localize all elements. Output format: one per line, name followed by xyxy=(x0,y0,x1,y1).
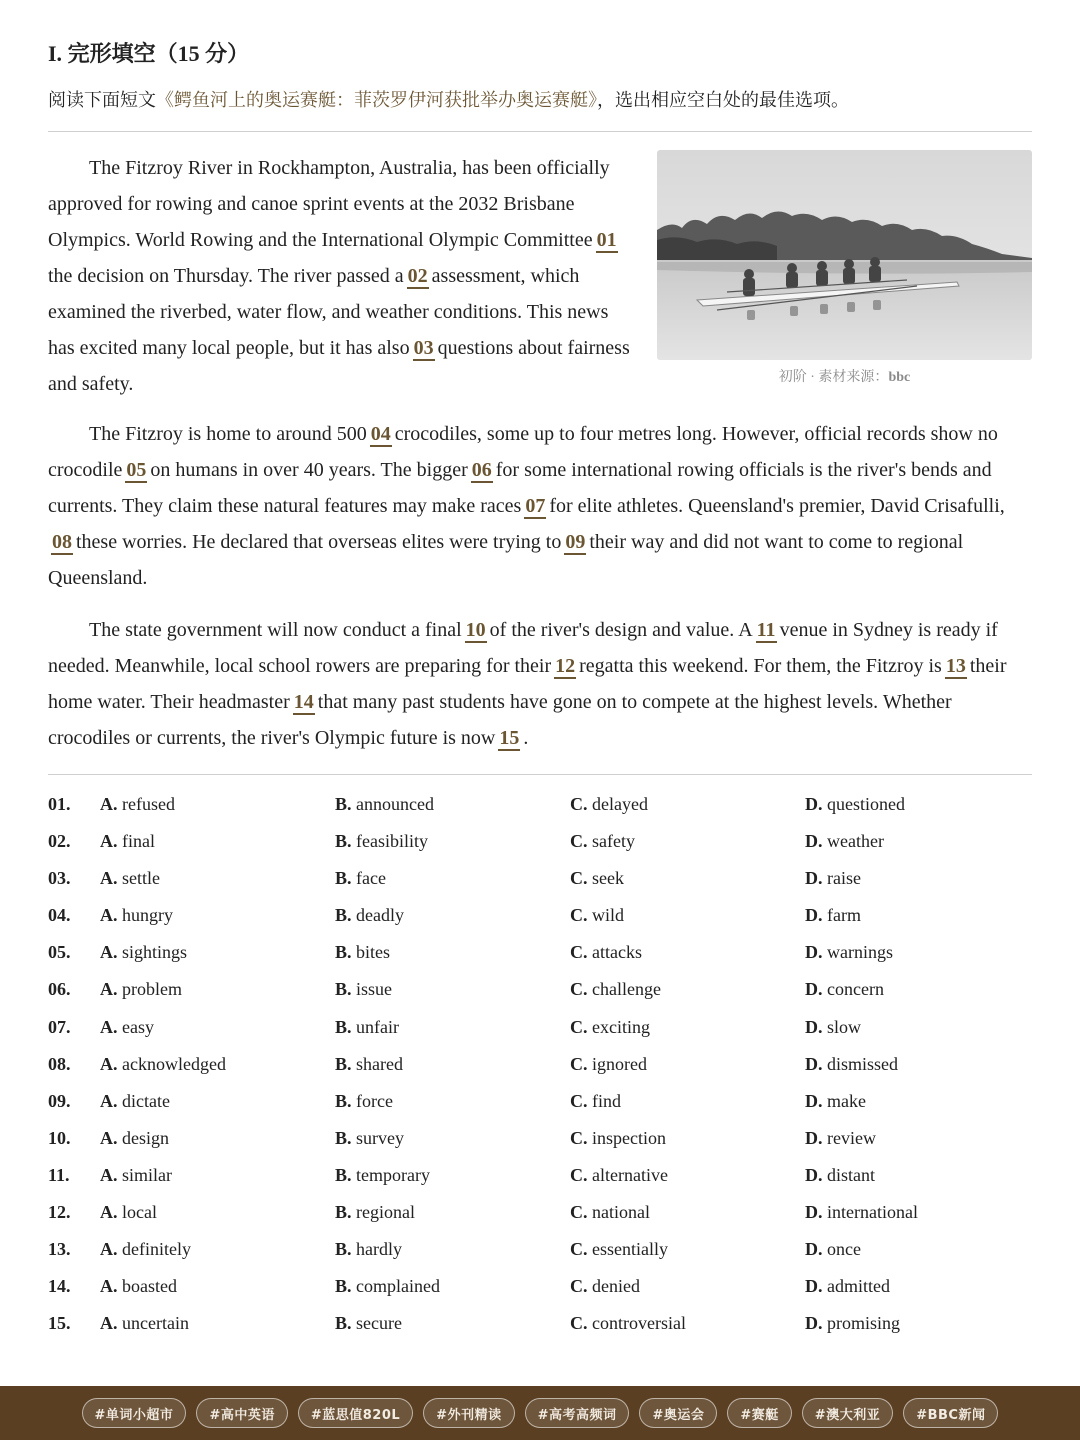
option-text: controversial xyxy=(592,1313,686,1334)
option-text: challenge xyxy=(592,979,661,1000)
option-c[interactable] xyxy=(570,897,624,933)
option-letter: B. xyxy=(335,1202,352,1223)
blank-02: 02 xyxy=(407,265,428,287)
option-d[interactable] xyxy=(805,1231,861,1267)
option-text: national xyxy=(592,1202,650,1223)
option-letter: A. xyxy=(100,1313,118,1334)
hashtag-chip[interactable]: #澳大利亚 xyxy=(802,1398,893,1428)
option-letter: A. xyxy=(100,942,118,963)
option-b[interactable] xyxy=(335,786,434,822)
option-a[interactable] xyxy=(100,1046,226,1082)
blank-14: 14 xyxy=(293,691,314,713)
option-a[interactable] xyxy=(100,1120,169,1156)
option-c[interactable] xyxy=(570,1305,686,1341)
blank-05: 05 xyxy=(126,459,147,481)
option-letter: B. xyxy=(335,905,352,926)
option-d[interactable] xyxy=(805,1194,918,1230)
blank-13: 13 xyxy=(945,655,966,677)
passage-text: questions about fairness and safety. xyxy=(48,337,630,395)
option-text: deadly xyxy=(356,905,404,926)
option-letter: D. xyxy=(805,942,823,963)
passage-text: regatta this weekend. For them, the Fitzroy is xyxy=(579,655,942,677)
option-b[interactable] xyxy=(335,1268,440,1304)
option-letter: C. xyxy=(570,794,588,814)
option-b[interactable] xyxy=(335,1305,402,1341)
option-letter: A. xyxy=(100,1090,118,1111)
question-number: 15. xyxy=(48,1313,71,1334)
option-d[interactable] xyxy=(805,1009,861,1045)
passage-text: these worries. He declared that overseas elites were trying to xyxy=(76,531,562,553)
option-text: once xyxy=(827,1239,861,1260)
question-row xyxy=(48,786,1032,823)
passage-text: . xyxy=(523,727,529,749)
option-letter: B. xyxy=(335,1239,352,1260)
hashtag-chip[interactable]: #蓝思值820L xyxy=(298,1398,413,1428)
option-letter: D. xyxy=(805,831,823,852)
option-letter: A. xyxy=(100,905,118,926)
rowing-photo xyxy=(657,150,1032,360)
option-text: shared xyxy=(356,1053,403,1074)
option-text: hungry xyxy=(122,905,173,926)
hashtag-chip[interactable]: #单词小超市 xyxy=(82,1398,187,1428)
question-row xyxy=(48,1083,1032,1120)
option-letter: D. xyxy=(805,794,823,814)
option-text: raise xyxy=(827,868,861,889)
passage-paragraph-2 xyxy=(48,416,1032,596)
option-d[interactable] xyxy=(805,1305,900,1341)
passage-text: for some international rowing officials is the river's bends and currents. They claim these natural features may make races xyxy=(48,459,992,517)
option-letter: B. xyxy=(335,1090,352,1111)
option-text: regional xyxy=(356,1202,415,1223)
option-letter: D. xyxy=(805,1053,823,1074)
option-letter: A. xyxy=(100,1053,118,1074)
option-text: farm xyxy=(827,905,861,926)
option-d[interactable] xyxy=(805,934,893,970)
option-b[interactable] xyxy=(335,1009,399,1045)
question-number: 02. xyxy=(48,831,71,852)
option-d[interactable] xyxy=(805,1157,875,1193)
option-letter: A. xyxy=(100,1202,118,1223)
option-letter: A. xyxy=(100,868,118,889)
option-b[interactable] xyxy=(335,897,404,933)
option-b[interactable] xyxy=(335,934,390,970)
section-heading: 完形填空（15 分） xyxy=(67,41,250,66)
option-c[interactable] xyxy=(570,1268,640,1304)
option-letter: C. xyxy=(570,1276,588,1297)
question-number: 01. xyxy=(48,794,71,814)
instruction-tail: ，选出相应空白处的最佳选项。 xyxy=(597,90,849,110)
passage-text: the decision on Thursday. The river passed a xyxy=(48,265,404,287)
passage-text: that many past students have gone on to compete at the highest levels. Whether crocodiles or currents, the river's Olympic future is now xyxy=(48,691,952,749)
option-b[interactable] xyxy=(335,1194,415,1230)
option-letter: C. xyxy=(570,1239,588,1260)
option-letter: C. xyxy=(570,831,588,852)
question-row xyxy=(48,823,1032,860)
option-text: wild xyxy=(592,905,625,926)
option-text: make xyxy=(827,1090,866,1111)
question-number: 03. xyxy=(48,868,71,889)
option-letter: B. xyxy=(335,1053,352,1074)
question-row xyxy=(48,971,1032,1008)
option-letter: B. xyxy=(335,868,352,889)
option-a[interactable] xyxy=(100,1268,177,1304)
option-a[interactable] xyxy=(100,971,182,1007)
option-text: similar xyxy=(122,1164,172,1185)
option-d[interactable] xyxy=(805,823,884,859)
option-a[interactable] xyxy=(100,1305,189,1341)
option-letter: D. xyxy=(805,1239,823,1260)
option-letter: C. xyxy=(570,1313,588,1334)
option-letter: C. xyxy=(570,1202,588,1223)
top-divider xyxy=(48,131,1032,132)
option-letter: D. xyxy=(805,868,823,889)
option-letter: B. xyxy=(335,1127,352,1148)
blank-09: 09 xyxy=(565,531,586,553)
option-text: local xyxy=(122,1202,157,1223)
option-a[interactable] xyxy=(100,934,187,970)
blank-15: 15 xyxy=(499,727,520,749)
option-b[interactable] xyxy=(335,1120,404,1156)
option-c[interactable] xyxy=(570,1009,650,1045)
blank-08: 08 xyxy=(52,531,72,553)
option-b[interactable] xyxy=(335,860,386,896)
option-text: concern xyxy=(827,979,884,1000)
option-d[interactable] xyxy=(805,860,861,896)
hashtag-chip[interactable]: #奥运会 xyxy=(639,1398,717,1428)
passage-paragraph-1 xyxy=(48,150,638,402)
blank-04: 04 xyxy=(370,423,391,445)
question-number: 12. xyxy=(48,1202,71,1223)
option-c[interactable] xyxy=(570,823,635,859)
question-number: 05. xyxy=(48,942,71,963)
option-text: admitted xyxy=(827,1276,890,1297)
option-letter: D. xyxy=(805,979,823,1000)
option-text: face xyxy=(356,868,386,889)
question-number: 13. xyxy=(48,1239,71,1260)
question-row xyxy=(48,1194,1032,1231)
option-text: force xyxy=(356,1090,393,1111)
answer-options xyxy=(48,786,1032,1342)
option-text: delayed xyxy=(592,794,648,814)
option-text: problem xyxy=(122,979,182,1000)
option-c[interactable] xyxy=(570,786,648,822)
option-a[interactable] xyxy=(100,860,160,896)
question-number: 14. xyxy=(48,1276,71,1297)
option-text: distant xyxy=(827,1164,875,1185)
option-d[interactable] xyxy=(805,1083,866,1119)
option-d[interactable] xyxy=(805,897,861,933)
option-letter: C. xyxy=(570,979,588,1000)
article-title: 《鳄鱼河上的奥运赛艇：菲茨罗伊河获批举办奥运赛艇》 xyxy=(156,90,597,110)
option-a[interactable] xyxy=(100,823,155,859)
question-row xyxy=(48,897,1032,934)
option-a[interactable] xyxy=(100,1194,157,1230)
question-row xyxy=(48,1231,1032,1268)
option-letter: A. xyxy=(100,1016,118,1037)
option-c[interactable] xyxy=(570,1231,668,1267)
hashtag-chip[interactable]: #外刊精读 xyxy=(423,1398,514,1428)
caption-source: bbc xyxy=(888,370,911,385)
option-a[interactable] xyxy=(100,1231,191,1267)
option-b[interactable] xyxy=(335,1231,402,1267)
option-letter: D. xyxy=(805,1127,823,1148)
option-letter: D. xyxy=(805,1016,823,1037)
option-letter: C. xyxy=(570,942,588,963)
option-letter: D. xyxy=(805,1164,823,1185)
question-number: 06. xyxy=(48,979,71,1000)
option-letter: B. xyxy=(335,1313,352,1334)
photo-caption xyxy=(657,366,1032,386)
option-text: promising xyxy=(827,1313,901,1334)
option-text: hardly xyxy=(356,1239,402,1260)
option-text: easy xyxy=(122,1016,154,1037)
caption-label: 初阶 · 素材来源： xyxy=(778,370,889,385)
blank-07: 07 xyxy=(525,495,546,517)
option-letter: A. xyxy=(100,1127,118,1148)
question-row xyxy=(48,860,1032,897)
option-b[interactable] xyxy=(335,1157,430,1193)
passage-text: on humans in over 40 years. The bigger xyxy=(150,459,468,481)
option-letter: A. xyxy=(100,1276,118,1297)
blank-01: 01 xyxy=(596,229,617,251)
option-text: dictate xyxy=(122,1090,170,1111)
option-text: weather xyxy=(827,831,884,852)
hashtag-chip[interactable]: #高中英语 xyxy=(196,1398,287,1428)
option-d[interactable] xyxy=(805,971,884,1007)
option-letter: B. xyxy=(335,979,352,1000)
option-text: design xyxy=(122,1127,169,1148)
option-a[interactable] xyxy=(100,1157,172,1193)
option-text: attacks xyxy=(592,942,642,963)
option-text: temporary xyxy=(356,1164,430,1185)
option-text: complained xyxy=(356,1276,440,1297)
blank-03: 03 xyxy=(413,337,434,359)
question-number: 07. xyxy=(48,1016,71,1037)
section-title xyxy=(48,38,249,70)
passage-text: for elite athletes. Queensland's premier, David Crisafulli, xyxy=(549,495,1005,517)
option-letter: B. xyxy=(335,942,352,963)
passage-text: crocodiles, some up to four metres long. However, official records show no crocodile xyxy=(48,423,998,481)
option-text: bites xyxy=(356,942,391,963)
option-c[interactable] xyxy=(570,1194,650,1230)
tag-bar xyxy=(0,1386,1080,1440)
option-c[interactable] xyxy=(570,1157,668,1193)
passage-text: The Fitzroy River in Rockhampton, Australia, has been officially approved for rowing and canoe sprint events at the 2032 Brisbane Olympics. World Rowing and the International Olympic Committee xyxy=(48,157,610,251)
blank-11: 11 xyxy=(756,619,776,641)
option-text: definitely xyxy=(122,1239,191,1260)
option-letter: B. xyxy=(335,1164,352,1185)
option-text: acknowledged xyxy=(122,1053,226,1074)
instruction xyxy=(48,86,849,114)
option-c[interactable] xyxy=(570,971,661,1007)
option-c[interactable] xyxy=(570,1120,666,1156)
question-row xyxy=(48,1120,1032,1157)
blank-12: 12 xyxy=(555,655,576,677)
option-text: survey xyxy=(356,1127,405,1148)
option-text: boasted xyxy=(122,1276,177,1297)
option-letter: D. xyxy=(805,1202,823,1223)
passage-text: of the river's design and value. A xyxy=(489,619,753,641)
hashtag-chip[interactable]: #赛艇 xyxy=(727,1398,791,1428)
option-text: uncertain xyxy=(122,1313,189,1334)
option-c[interactable] xyxy=(570,934,642,970)
option-d[interactable] xyxy=(805,1120,876,1156)
option-letter: D. xyxy=(805,1313,823,1334)
option-a[interactable] xyxy=(100,1083,170,1119)
option-letter: B. xyxy=(335,1016,352,1037)
option-text: find xyxy=(592,1090,621,1111)
option-a[interactable] xyxy=(100,786,175,822)
option-letter: A. xyxy=(100,794,118,814)
question-number: 09. xyxy=(48,1090,71,1111)
option-b[interactable] xyxy=(335,1083,393,1119)
options-divider xyxy=(48,774,1032,775)
option-b[interactable] xyxy=(335,971,392,1007)
option-text: seek xyxy=(592,868,624,889)
option-text: exciting xyxy=(592,1016,650,1037)
option-a[interactable] xyxy=(100,897,173,933)
question-row xyxy=(48,1305,1032,1342)
question-row xyxy=(48,1157,1032,1194)
option-text: essentially xyxy=(592,1239,668,1260)
question-row xyxy=(48,934,1032,971)
option-text: unfair xyxy=(356,1016,399,1037)
option-text: ignored xyxy=(592,1053,647,1074)
question-number: 11. xyxy=(48,1164,70,1185)
option-letter: C. xyxy=(570,905,588,926)
option-c[interactable] xyxy=(570,860,624,896)
option-letter: D. xyxy=(805,1276,823,1297)
passage-text: their home water. Their headmaster xyxy=(48,655,1007,713)
option-text: warnings xyxy=(827,942,893,963)
passage-text: venue in Sydney is ready if needed. Meanwhile, local school rowers are preparing for their xyxy=(48,619,998,677)
option-letter: C. xyxy=(570,1016,588,1037)
option-letter: C. xyxy=(570,1127,588,1148)
section-number: I. xyxy=(48,41,63,66)
passage-text: The Fitzroy is home to around 500 xyxy=(89,423,367,445)
blank-10: 10 xyxy=(465,619,486,641)
option-text: review xyxy=(827,1127,876,1148)
question-number: 04. xyxy=(48,905,71,926)
option-letter: A. xyxy=(100,831,118,852)
option-text: questioned xyxy=(827,794,905,814)
question-row xyxy=(48,1009,1032,1046)
option-letter: C. xyxy=(570,1053,588,1074)
option-a[interactable] xyxy=(100,1009,154,1045)
question-row xyxy=(48,1268,1032,1305)
option-letter: D. xyxy=(805,905,823,926)
option-letter: B. xyxy=(335,794,352,814)
passage-text: The state government will now conduct a final xyxy=(89,619,462,641)
option-text: denied xyxy=(592,1276,640,1297)
rowing-boat-image xyxy=(657,150,1032,360)
question-number: 10. xyxy=(48,1127,71,1148)
option-letter: C. xyxy=(570,868,588,889)
option-d[interactable] xyxy=(805,786,905,822)
option-text: announced xyxy=(356,794,434,814)
option-text: slow xyxy=(827,1016,862,1037)
option-text: secure xyxy=(356,1313,402,1334)
passage-text: assessment, which examined the riverbed, water flow, and weather conditions. This news has excited many local people, but it has also xyxy=(48,265,609,359)
option-letter: B. xyxy=(335,831,352,852)
question-number: 08. xyxy=(48,1053,71,1074)
option-text: issue xyxy=(356,979,393,1000)
instruction-lead: 阅读下面短文 xyxy=(48,90,156,110)
option-text: dismissed xyxy=(827,1053,899,1074)
question-row xyxy=(48,1046,1032,1083)
option-text: alternative xyxy=(592,1164,668,1185)
option-text: sightings xyxy=(122,942,188,963)
option-letter: B. xyxy=(335,1276,352,1297)
option-c[interactable] xyxy=(570,1046,647,1082)
option-letter: A. xyxy=(100,1164,118,1185)
option-c[interactable] xyxy=(570,1083,621,1119)
option-letter: C. xyxy=(570,1164,588,1185)
option-d[interactable] xyxy=(805,1046,898,1082)
option-letter: A. xyxy=(100,1239,118,1260)
option-text: safety xyxy=(592,831,635,852)
option-text: settle xyxy=(122,868,160,889)
blank-06: 06 xyxy=(471,459,492,481)
option-d[interactable] xyxy=(805,1268,890,1304)
hashtag-chip[interactable]: #BBC新闻 xyxy=(903,1398,998,1428)
option-b[interactable] xyxy=(335,823,428,859)
option-text: inspection xyxy=(592,1127,666,1148)
option-letter: A. xyxy=(100,979,118,1000)
passage-text: their way and did not want to come to regional Queensland. xyxy=(48,531,964,589)
option-text: refused xyxy=(122,794,175,814)
hashtag-chip[interactable]: #高考高频词 xyxy=(525,1398,630,1428)
option-text: international xyxy=(827,1202,918,1223)
option-text: feasibility xyxy=(356,831,428,852)
option-b[interactable] xyxy=(335,1046,403,1082)
passage-paragraph-3 xyxy=(48,612,1032,756)
option-letter: C. xyxy=(570,1090,588,1111)
option-text: final xyxy=(122,831,155,852)
option-letter: D. xyxy=(805,1090,823,1111)
